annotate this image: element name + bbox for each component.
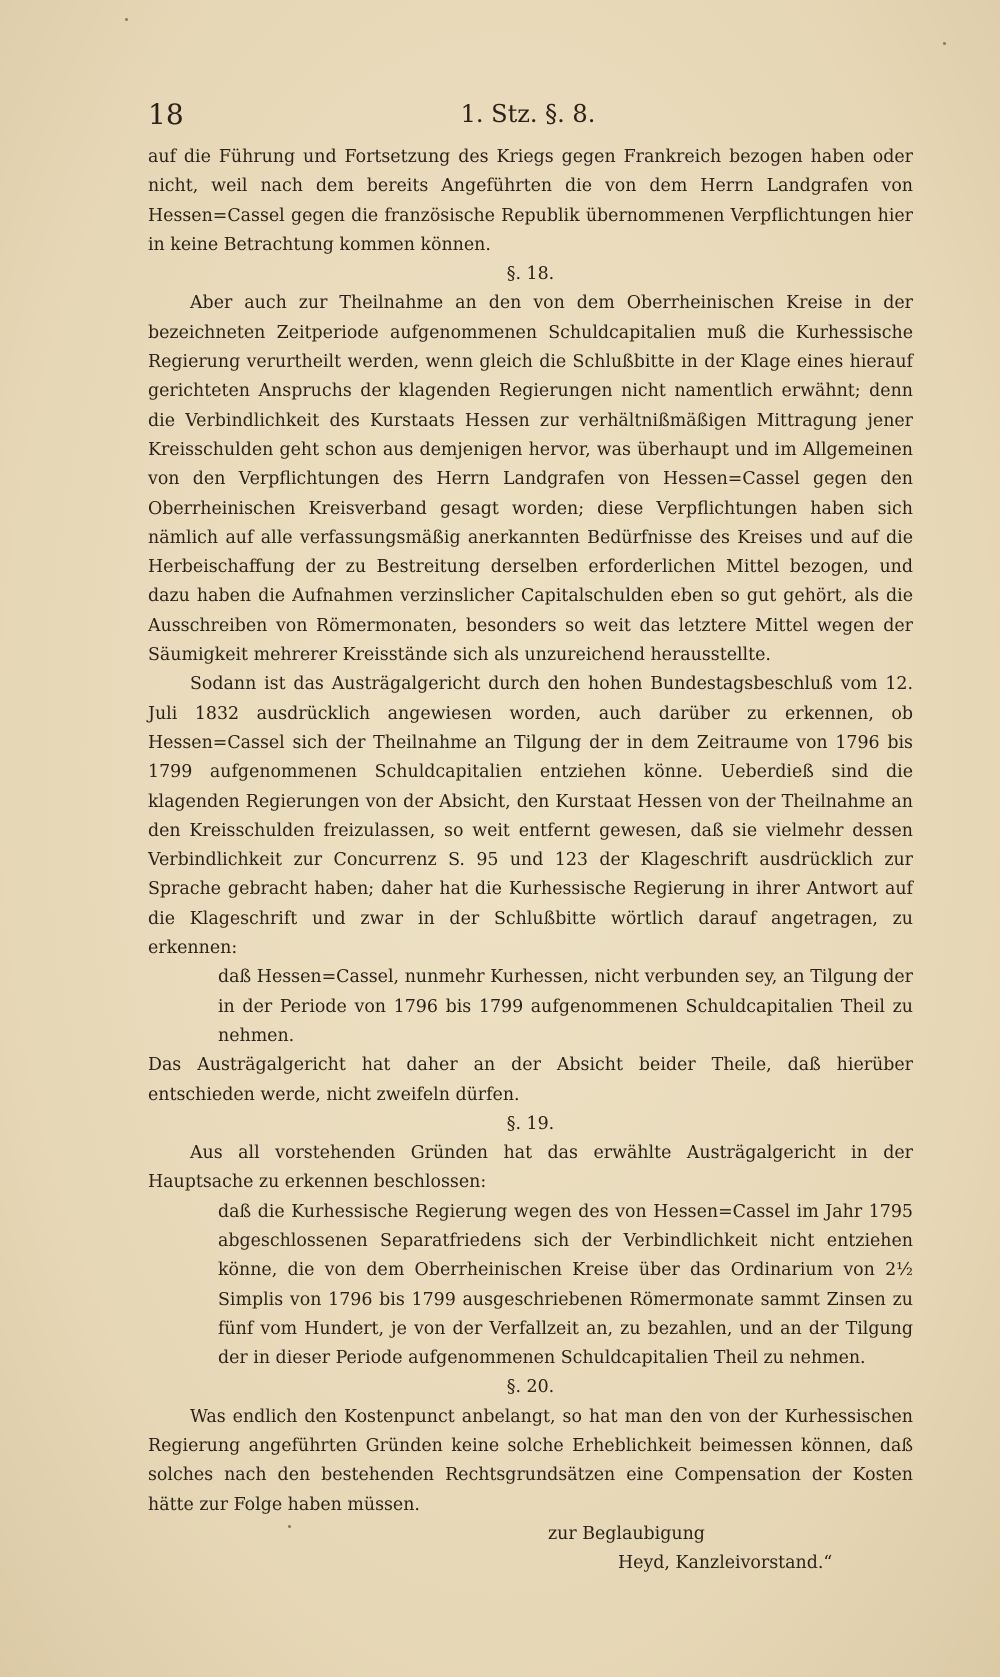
paragraph-1: auf die Führung und Fortsetzung des Kriegs gegen Frankreich bezogen haben oder nicht, weil nach dem bereits Angeführten die von dem Herrn Landgrafen von Hessen=Cassel gegen die französische Republik übernommenen Verpflichtungen hier in keine Betrachtung kommen können. [148, 147, 913, 255]
paper-speck [288, 1525, 291, 1528]
judgment-text: daß die Kurhessische Regierung wegen des von Hessen=Cassel im Jahr 1795 abgeschlossenen Separatfriedens sich der Verbindlichkeit nicht entziehen könne, die von dem Oberrheinischen Kreise über das Ordinarium von 2½ Simplis von 1796 bis 1799 ausgeschriebenen Römermonate sammt Zinsen zu fünf vom Hundert, je von der Verfallzeit an, zu bezahlen, und an der Tilgung der in dieser Periode aufgenommenen Schuldcapitalien Theil zu nehmen. [218, 1201, 913, 1369]
page-body [148, 143, 913, 1579]
page-number: 18 [148, 98, 184, 131]
quoted-motion: daß Hessen=Cassel, nunmehr Kurhessen, nicht verbunden sey, an Tilgung der in der Periode von 1796 bis 1799 aufgenommenen Schuldcapitalien Theil zu nehmen. [218, 967, 913, 1046]
page-header [148, 98, 908, 132]
paragraph-3: Sodann ist das Austrägalgericht durch den hohen Bundestagsbeschluß vom 12. Juli 1832 ausdrücklich angewiesen worden, auch darüber zu erkennen, ob Hessen=Cassel sich der Theilnahme an Tilgung der in dem Zeitraume von 1796 bis 1799 aufgenommenen Schuldcapitalien entziehen könne. Ueberdieß sind die klagenden Regierungen von der Absicht, den Kurstaat Hessen von der Theilnahme an den Kreisschulden freizulassen, so weit entfernt gewesen, daß sie vielmehr dessen Verbindlichkeit zur Concurrenz S. 95 und 123 der Klageschrift ausdrücklich zur Sprache gebracht haben; daher hat die Kurhessische Regierung in ihrer Antwort auf die Klageschrift und zwar in der Schlußbitte wörtlich darauf angetragen, zu erkennen: [148, 674, 913, 959]
signature-line: Heyd, Kanzleivorstand.“ [618, 1553, 833, 1574]
paragraph-5: Aus all vorstehenden Gründen hat das erwählte Austrägalgericht in der Hauptsache zu erkennen beschlossen: [148, 1143, 913, 1193]
paragraph-4: Das Austrägalgericht hat daher an der Absicht beider Theile, daß hierüber entschieden werde, nicht zweifeln dürfen. [148, 1055, 913, 1105]
section-heading-19: §. 19. [506, 1113, 555, 1134]
running-head: 1. Stz. §. 8. [460, 100, 596, 128]
paragraph-2: Aber auch zur Theilnahme an den von dem Oberrheinischen Kreise in der bezeichneten Zeitperiode aufgenommenen Schuldcapitalien muß die Kurhessische Regierung verurtheilt werden, wenn gleich die Schlußbitte in der Klage eines hierauf gerichteten Anspruchs der klagenden Regierungen nicht namentlich erwähnt; denn die Verbindlichkeit des Kurstaats Hessen zur verhältnißmäßigen Mittragung jener Kreisschulden geht schon aus demjenigen hervor, was überhaupt und im Allgemeinen von den Verpflichtungen des Herrn Landgrafen von Hessen=Cassel gegen den Oberrheinischen Kreisverband gesagt worden; diese Verpflichtungen haben sich nämlich auf alle verfassungsmäßig anerkannten Bedürfnisse des Kreises und auf die Herbeischaffung der zu Bestreitung derselben erforderlichen Mittel bezogen, und dazu haben die Aufnahmen verzinslicher Capitalschulden eben so gut gehört, als die Ausschreiben von Römermonaten, besonders so weit das letztere Mittel wegen der Säumigkeit mehrerer Kreisstände sich als unzureichend herausstellte. [148, 293, 913, 666]
paper-speck [125, 18, 128, 21]
paper-speck [943, 42, 946, 45]
section-heading-20: §. 20. [506, 1377, 555, 1398]
section-heading-18: §. 18. [506, 264, 555, 285]
attestation-line: zur Beglaubigung [548, 1523, 705, 1544]
paragraph-6: Was endlich den Kostenpunct anbelangt, so hat man den von der Kurhessischen Regierung angeführten Gründen keine solche Erheblichkeit beimessen können, daß solches nach den bestehenden Rechtsgrundsätzen eine Compensation der Kosten hätte zur Folge haben müssen. [148, 1406, 913, 1515]
